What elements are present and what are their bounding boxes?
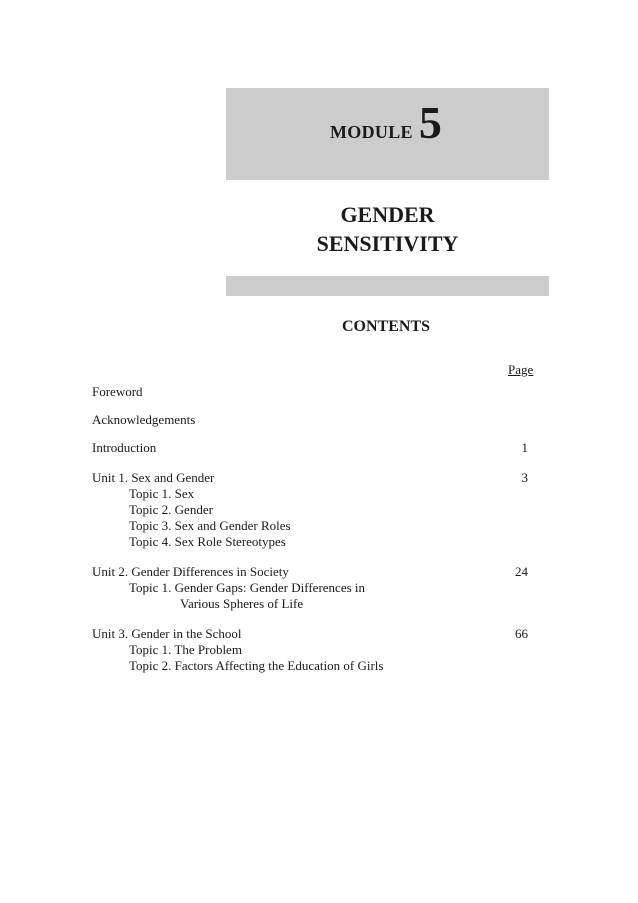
toc-topic: Topic 2. Factors Affecting the Education of Girls [129, 658, 384, 673]
toc-entry-label: Unit 3. Gender in the School [92, 626, 242, 641]
toc-entry-label: Unit 2. Gender Differences in Society [92, 564, 289, 579]
page-column-label: Page [508, 362, 534, 377]
toc-topic: Topic 1. The Problem [129, 642, 242, 657]
toc-entry-unit-2 [92, 564, 532, 580]
toc-entry-acknowledgements [92, 412, 532, 428]
module-label [330, 97, 442, 148]
toc-entry-unit-1 [92, 470, 532, 486]
table-of-contents [92, 384, 532, 674]
module-word: MODULE [330, 122, 413, 142]
toc-entry-label: Acknowledgements [92, 412, 196, 427]
toc-topic: Topic 2. Gender [129, 502, 213, 517]
toc-entry-label: Introduction [92, 440, 157, 455]
module-number: 5 [418, 97, 442, 148]
toc-topic: Topic 1. Gender Gaps: Gender Differences in [129, 580, 366, 595]
toc-entry-foreword [92, 384, 532, 400]
title-line-2: SENSITIVITY [316, 231, 459, 256]
toc-page-number: 1 [521, 440, 528, 455]
title-line-1: GENDER [340, 202, 435, 227]
document-title [300, 200, 475, 258]
toc-topic: Topic 4. Sex Role Stereotypes [129, 534, 286, 549]
toc-entry-label: Foreword [92, 384, 143, 399]
toc-topic: Topic 1. Sex [129, 486, 195, 501]
toc-entry-introduction [92, 440, 532, 456]
contents-heading: CONTENTS [342, 318, 431, 335]
toc-page-number: 3 [521, 470, 528, 485]
toc-topic: Topic 3. Sex and Gender Roles [129, 518, 291, 533]
toc-page-number: 66 [515, 626, 528, 641]
toc-entry-unit-3 [92, 626, 532, 642]
divider-band [226, 276, 549, 296]
toc-topic-continuation: Various Spheres of Life [180, 596, 304, 611]
toc-page-number: 24 [515, 564, 528, 579]
toc-entry-label: Unit 1. Sex and Gender [92, 470, 215, 485]
